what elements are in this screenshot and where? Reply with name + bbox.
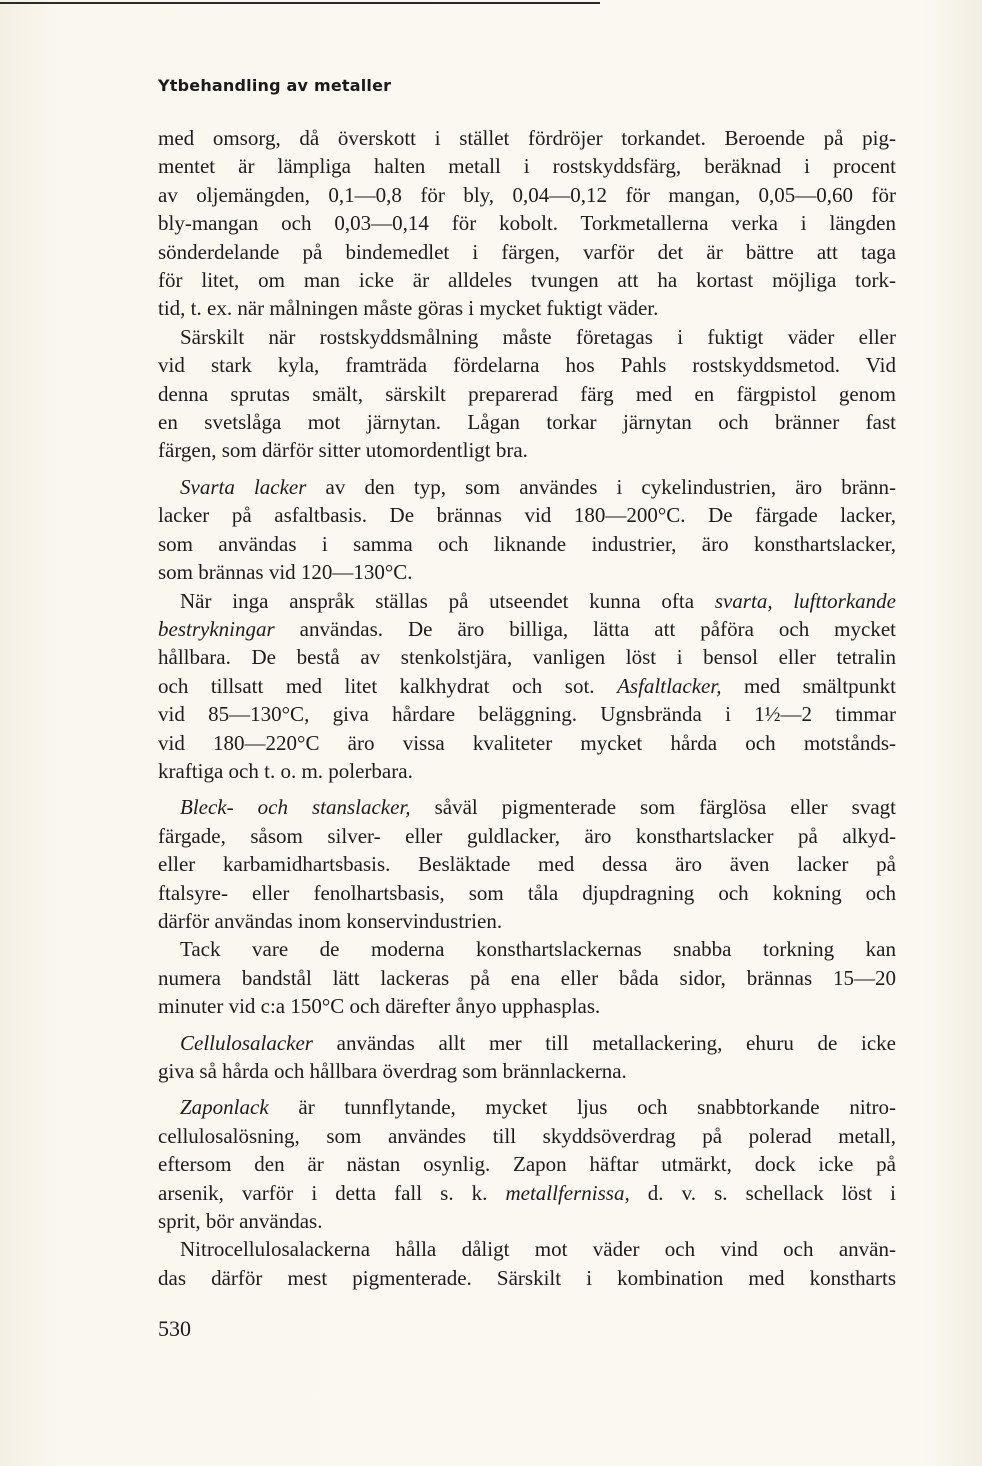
body-line: das därför mest pigmenterade. Särskilt i kombination med konstharts — [158, 1265, 896, 1290]
italic-term: Asfaltlacker, — [617, 673, 722, 698]
body-line: och tillsatt med litet kalkhydrat och sot. Asfaltlacker, med smältpunkt — [158, 673, 896, 698]
body-line: arsenik, varför i detta fall s. k. metallfernissa, d. v. s. schellack löst i — [158, 1180, 897, 1205]
body-line: kraftiga och t. o. m. polerbara. — [158, 758, 413, 783]
body-line: numera bandstål lätt lackeras på ena eller båda sidor, brännas 15—20 — [158, 965, 896, 990]
body-line: eftersom den är nästan osynlig. Zapon häftar utmärkt, dock icke på — [158, 1152, 896, 1177]
body-line: Nitrocellulosalackerna hålla dåligt mot väder och vind och använ- — [180, 1237, 896, 1262]
body-line: färgen, som därför sitter utomordentligt bra. — [158, 438, 528, 463]
body-line: mentet är lämpliga halten metall i rostskyddsfärg, beräknad i procent — [158, 154, 896, 179]
italic-term: bestrykningar — [158, 616, 275, 641]
body-line: När inga anspråk ställas på utseendet kunna ofta svarta, lufttorkande — [180, 588, 896, 613]
body-line: som brännas vid 120—130°C. — [158, 560, 413, 585]
body-line: vid 85—130°C, giva hårdare beläggning. Ugnsbrända i 1½—2 timmar — [158, 702, 896, 727]
body-line: Cellulosalacker användas allt mer till metallackering, ehuru de icke — [180, 1030, 896, 1055]
body-line: giva så hårda och hållbara överdrag som brännlackerna. — [158, 1059, 627, 1083]
italic-term: Bleck- och stanslacker, — [180, 795, 411, 820]
scan-edge-rule — [0, 2, 600, 4]
body-line: vid 180—220°C äro vissa kvaliteter mycket hårda och motstånds- — [158, 730, 896, 755]
body-line: Svarta lacker av den typ, som användes i cykelindustrien, äro bränn- — [180, 474, 897, 499]
body-line: Tack vare de moderna konsthartslackernas snabba torkning kan — [180, 937, 896, 962]
body-line: denna sprutas smält, särskilt preparerad färg med en färgpistol genom — [158, 381, 896, 406]
body-text — [158, 124, 896, 1292]
body-line: Särskilt när rostskyddsmålning måste företagas i fuktigt väder eller — [180, 324, 896, 349]
body-line: lacker på asfaltbasis. De brännas vid 180—200°C. De färgade lacker, — [158, 503, 896, 528]
body-line: Zaponlack är tunnflytande, mycket ljus och snabbtorkande nitro- — [180, 1095, 896, 1120]
body-line: ftalsyre- eller fenolhartsbasis, som tåla djupdragning och kokning och — [158, 880, 896, 905]
body-line: som användas i samma och liknande industrier, äro konsthartslacker, — [158, 531, 896, 556]
body-line: vid stark kyla, framträda fördelarna hos Pahls rostskyddsmetod. Vid — [158, 353, 896, 378]
italic-term: svarta, lufttorkande — [714, 588, 896, 613]
italic-term: metallfernissa, — [505, 1180, 630, 1205]
body-line: bly-mangan och 0,03—0,14 för kobolt. Torkmetallerna verka i längden — [158, 211, 896, 236]
body-line: därför användas inom konservindustrien. — [158, 908, 503, 933]
body-line: sprit, bör användas. — [158, 1209, 323, 1234]
page-number: 530 — [158, 1316, 191, 1341]
running-title: Ytbehandling av metaller — [158, 76, 392, 95]
body-line: hållbara. De bestå av stenkolstjära, vanligen löst i bensol eller tetralin — [158, 645, 896, 670]
body-line: eller karbamidhartsbasis. Besläktade med dessa äro även lacker på — [158, 852, 896, 877]
body-line: färgade, såsom silver- eller guldlacker, äro konsthartslacker på alkyd- — [158, 823, 896, 848]
body-line: av oljemängden, 0,1—0,8 för bly, 0,04—0,12 för mangan, 0,05—0,60 för — [158, 182, 896, 207]
body-line: bestrykningar användas. De äro billiga, lätta att påföra och mycket — [158, 616, 896, 641]
italic-term: Cellulosalacker — [180, 1030, 313, 1055]
italic-term: Zaponlack — [180, 1095, 269, 1120]
body-line: med omsorg, då överskott i stället fördröjer torkandet. Beroende på pig- — [158, 126, 896, 150]
body-line: cellulosalösning, som användes till skyddsöverdrag på polerad metall, — [158, 1123, 896, 1148]
body-line: Bleck- och stanslacker, såväl pigmenterade som färglösa eller svagt — [180, 795, 897, 820]
body-line: för litet, om man icke är alldeles tvungen att ha kortast möjliga tork- — [158, 268, 896, 293]
body-line: minuter vid c:a 150°C och därefter ånyo upphasplas. — [158, 994, 601, 1019]
italic-term: Svarta lacker — [180, 474, 307, 499]
body-line: en svetslåga mot järnytan. Lågan torkar järnytan och bränner fast — [158, 410, 896, 435]
body-line: tid, t. ex. när målningen måste göras i mycket fuktigt väder. — [158, 296, 659, 321]
body-line: sönderdelande på bindemedlet i färgen, varför det är bättre att taga — [158, 239, 896, 264]
